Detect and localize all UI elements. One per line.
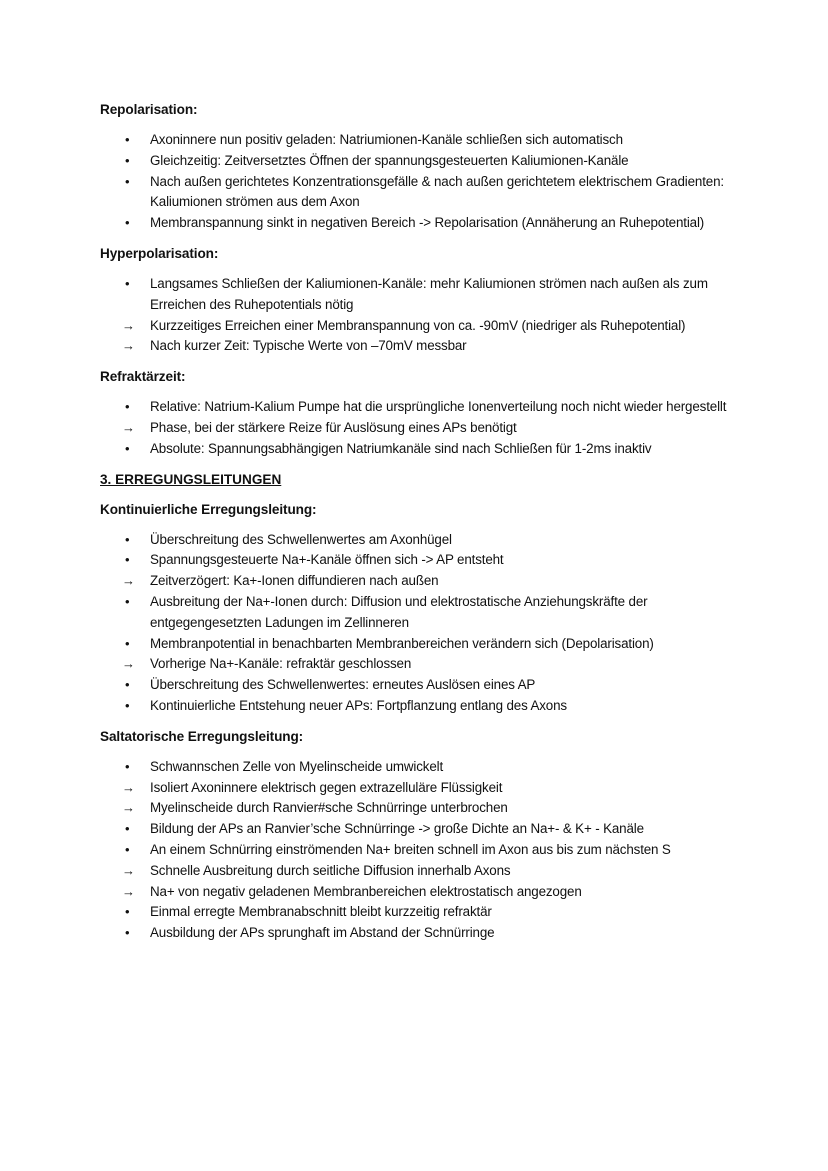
bullet-list xyxy=(100,757,740,944)
bullet-icon: • xyxy=(125,440,130,456)
list-item xyxy=(100,550,740,571)
section-saltatorische-erregungsleitung xyxy=(100,727,740,944)
list-item xyxy=(100,592,740,634)
list-item-text: Nach außen gerichtetes Konzentrationsgefälle & nach außen gerichtetem elektrischem Gradienten: Kaliumionen strömen aus dem Axon xyxy=(150,173,724,210)
list-item-text: Überschreitung des Schwellenwertes am Axonhügel xyxy=(150,531,452,547)
bullet-icon: • xyxy=(125,593,130,609)
arrow-right-icon: → xyxy=(122,656,135,672)
list-item-text: Ausbildung der APs sprunghaft im Abstand der Schnürringe xyxy=(150,925,495,941)
bullet-list xyxy=(100,274,740,357)
list-item xyxy=(100,151,740,172)
list-item xyxy=(100,418,740,439)
bullet-icon: • xyxy=(125,821,130,837)
list-item xyxy=(100,654,740,675)
list-item-text: Membranspannung sinkt in negativen Bereich -> Repolarisation (Annäherung an Ruhepotential) xyxy=(150,215,705,231)
list-item-text: Membranpotential in benachbarten Membranbereichen verändern sich (Depolarisation) xyxy=(150,635,654,651)
list-item-text: Absolute: Spannungsabhängigen Natriumkanäle sind nach Schließen für 1-2ms inaktiv xyxy=(150,440,652,456)
list-item-text: Langsames Schließen der Kaliumionen-Kanäle: mehr Kaliumionen strömen nach außen als zum Erreichen des Ruhepotentials nötig xyxy=(150,275,708,312)
section-repolarisation xyxy=(100,100,740,234)
list-item xyxy=(100,778,740,799)
list-item-text: Gleichzeitig: Zeitversetztes Öffnen der spannungsgesteuerten Kaliumionen-Kanäle xyxy=(150,152,629,168)
arrow-right-icon: → xyxy=(122,800,135,816)
list-item xyxy=(100,882,740,903)
section-heading: Saltatorische Erregungsleitung: xyxy=(100,728,304,744)
list-item xyxy=(100,571,740,592)
section-heading: Hyperpolarisation: xyxy=(100,245,219,261)
list-item xyxy=(100,439,740,460)
list-item-text: Kontinuierliche Entstehung neuer APs: Fortpflanzung entlang des Axons xyxy=(150,697,567,713)
bullet-icon: • xyxy=(125,758,130,774)
bullet-icon: • xyxy=(125,173,130,189)
section-refraktaerzeit xyxy=(100,367,740,459)
document-page xyxy=(100,100,740,954)
list-item-text: Bildung der APs an Ranvier’sche Schnürringe -> große Dichte an Na+- & K+ - Kanäle xyxy=(150,821,644,837)
section-heading: Refraktärzeit: xyxy=(100,369,186,385)
list-item-text: Phase, bei der stärkere Reize für Auslösung eines APs benötigt xyxy=(150,419,517,435)
list-item-text: Myelinscheide durch Ranvier#sche Schnürringe unterbrochen xyxy=(150,800,508,816)
bullet-icon: • xyxy=(125,152,130,168)
list-item xyxy=(100,316,740,337)
bullet-icon: • xyxy=(125,215,130,231)
list-item-text: Axoninnere nun positiv geladen: Natriumionen-Kanäle schließen sich automatisch xyxy=(150,132,623,147)
section-kontinuierliche-erregungsleitung xyxy=(100,500,740,717)
bullet-icon: • xyxy=(125,132,130,147)
arrow-right-icon: → xyxy=(122,862,135,878)
list-item xyxy=(100,336,740,357)
arrow-right-icon: → xyxy=(122,883,135,899)
list-item-text: Relative: Natrium-Kalium Pumpe hat die ursprüngliche Ionenverteilung noch nicht wieder hergestellt xyxy=(150,399,727,415)
list-item xyxy=(100,902,740,923)
bullet-list xyxy=(100,130,740,234)
list-item-text: Einmal erregte Membranabschnitt bleibt kurzzeitig refraktär xyxy=(150,904,492,920)
list-item xyxy=(100,923,740,944)
list-item xyxy=(100,696,740,717)
arrow-right-icon: → xyxy=(122,779,135,795)
bullet-icon: • xyxy=(125,925,130,941)
list-item xyxy=(100,675,740,696)
list-item xyxy=(100,634,740,655)
bullet-icon: • xyxy=(125,904,130,920)
list-item-text: An einem Schnürring einströmenden Na+ breiten schnell im Axon aus bis zum nächsten S xyxy=(150,841,671,857)
list-item xyxy=(100,530,740,551)
bullet-list xyxy=(100,530,740,717)
bullet-list xyxy=(100,397,740,459)
arrow-right-icon: → xyxy=(122,317,135,333)
list-item xyxy=(100,130,740,151)
list-item xyxy=(100,213,740,234)
list-item xyxy=(100,757,740,778)
list-item-text: Zeitverzögert: Ka+-Ionen diffundieren nach außen xyxy=(150,573,439,589)
list-item-text: Schwannschen Zelle von Myelinscheide umwickelt xyxy=(150,758,444,774)
list-item-text: Nach kurzer Zeit: Typische Werte von –70mV messbar xyxy=(150,338,467,354)
list-item xyxy=(100,861,740,882)
list-item xyxy=(100,798,740,819)
chapter-title: 3. ERREGUNGSLEITUNGEN xyxy=(100,471,282,487)
list-item-text: Na+ von negativ geladenen Membranbereichen elektrostatisch angezogen xyxy=(150,883,582,899)
bullet-icon: • xyxy=(125,399,130,415)
list-item xyxy=(100,274,740,316)
list-item-text: Spannungsgesteuerte Na+-Kanäle öffnen sich -> AP entsteht xyxy=(150,552,504,568)
bullet-icon: • xyxy=(125,841,130,857)
list-item xyxy=(100,819,740,840)
list-item-text: Kurzzeitiges Erreichen einer Membranspannung von ca. -90mV (niedriger als Ruhepotential) xyxy=(150,317,686,333)
list-item-text: Vorherige Na+-Kanäle: refraktär geschlossen xyxy=(150,656,412,672)
bullet-icon: • xyxy=(125,531,130,547)
arrow-right-icon: → xyxy=(122,338,135,354)
list-item-text: Ausbreitung der Na+-Ionen durch: Diffusion und elektrostatische Anziehungskräfte der entgegengesetzten Ladungen im Zellinneren xyxy=(150,593,648,630)
section-heading: Repolarisation: xyxy=(100,102,198,117)
list-item xyxy=(100,840,740,861)
list-item xyxy=(100,397,740,418)
arrow-right-icon: → xyxy=(122,419,135,435)
bullet-icon: • xyxy=(125,697,130,713)
arrow-right-icon: → xyxy=(122,573,135,589)
list-item-text: Überschreitung des Schwellenwertes: erneutes Auslösen eines AP xyxy=(150,677,536,693)
section-hyperpolarisation xyxy=(100,244,740,357)
list-item-text: Schnelle Ausbreitung durch seitliche Diffusion innerhalb Axons xyxy=(150,862,511,878)
bullet-icon: • xyxy=(125,552,130,568)
bullet-icon: • xyxy=(125,635,130,651)
bullet-icon: • xyxy=(125,275,130,291)
section-heading: Kontinuierliche Erregungsleitung: xyxy=(100,501,317,517)
list-item-text: Isoliert Axoninnere elektrisch gegen extrazelluläre Flüssigkeit xyxy=(150,779,503,795)
list-item xyxy=(100,172,740,214)
bullet-icon: • xyxy=(125,677,130,693)
